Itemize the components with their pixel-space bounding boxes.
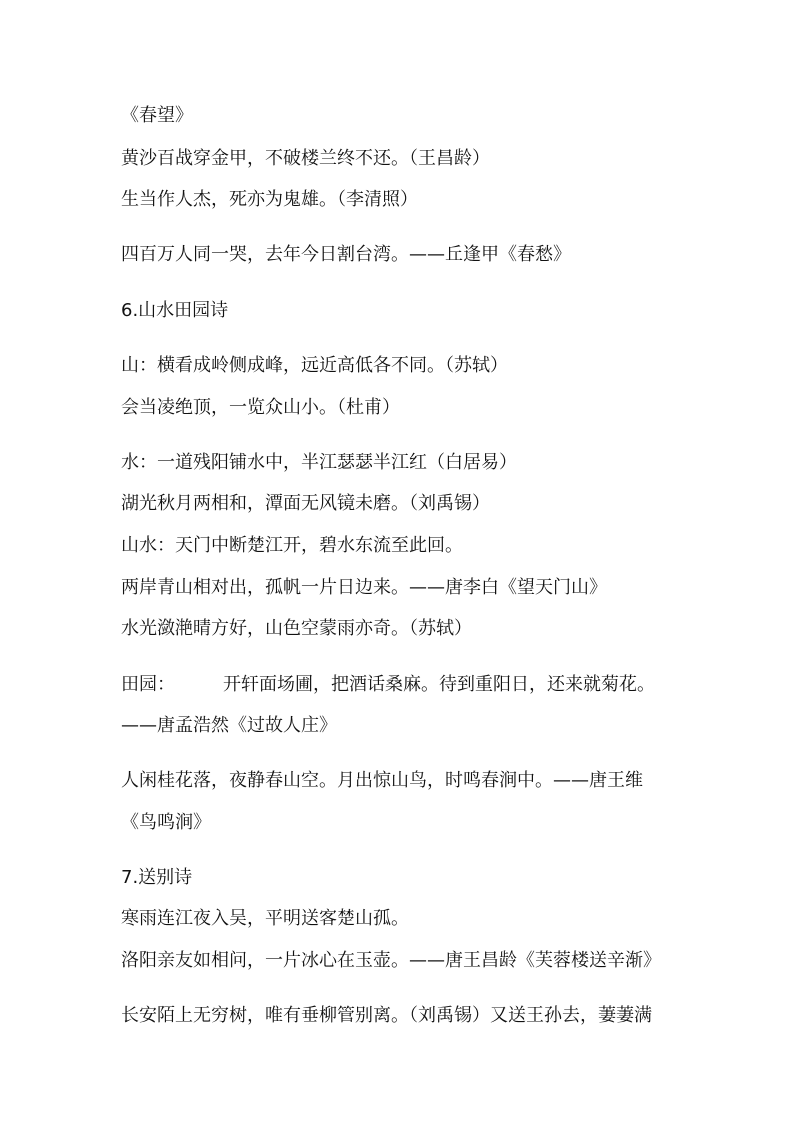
text-line: 水光潋滟晴方好，山色空蒙雨亦奇。（苏轼） <box>121 618 472 639</box>
text-line: 水：一道残阳铺水中，半江瑟瑟半江红（白居易） <box>121 452 517 473</box>
text-line: 寒雨连江夜入吴，平明送客楚山孤。 <box>121 908 409 929</box>
text-line: 两岸青山相对出，孤帆一片日边来。——唐李白《望天门山》 <box>121 577 607 598</box>
text-line: 黄沙百战穿金甲，不破楼兰终不还。（王昌龄） <box>121 148 490 169</box>
text-line: 山水：天门中断楚江开，碧水东流至此回。 <box>121 535 463 556</box>
poem-title-line: 《春望》 <box>121 105 193 126</box>
text-line: 会当凌绝顶，一览众山小。（杜甫） <box>121 397 400 418</box>
text-line: 生当作人杰，死亦为鬼雄。（李清照） <box>121 189 418 210</box>
text-line: 《鸟鸣涧》 <box>121 812 211 833</box>
section-heading: 6.山水田园诗 <box>121 300 229 321</box>
text-line: 山：横看成岭侧成峰，远近高低各不同。（苏轼） <box>121 355 508 376</box>
text-line: 洛阳亲友如相问，一片冰心在玉壶。——唐王昌龄《芙蓉楼送辛渐》 <box>121 950 661 971</box>
section-heading: 7.送别诗 <box>121 867 193 888</box>
label-tianyuan: 田园： <box>121 674 175 695</box>
poem-text: 开轩面场圃，把酒话桑麻。待到重阳日，还来就菊花。 <box>223 674 655 695</box>
text-line: 长安陌上无穷树，唯有垂柳管别离。（刘禹锡）又送王孙去，萋萋满 <box>121 1005 652 1026</box>
text-line: ——唐孟浩然《过故人庄》 <box>121 715 337 736</box>
text-line: 四百万人同一哭，去年今日割台湾。——丘逢甲《春愁》 <box>121 244 571 265</box>
text-line: 人闲桂花落，夜静春山空。月出惊山鸟，时鸣春涧中。——唐王维 <box>121 770 643 791</box>
text-line: 湖光秋月两相和，潭面无风镜未磨。（刘禹锡） <box>121 493 490 514</box>
text-line <box>121 673 655 697</box>
